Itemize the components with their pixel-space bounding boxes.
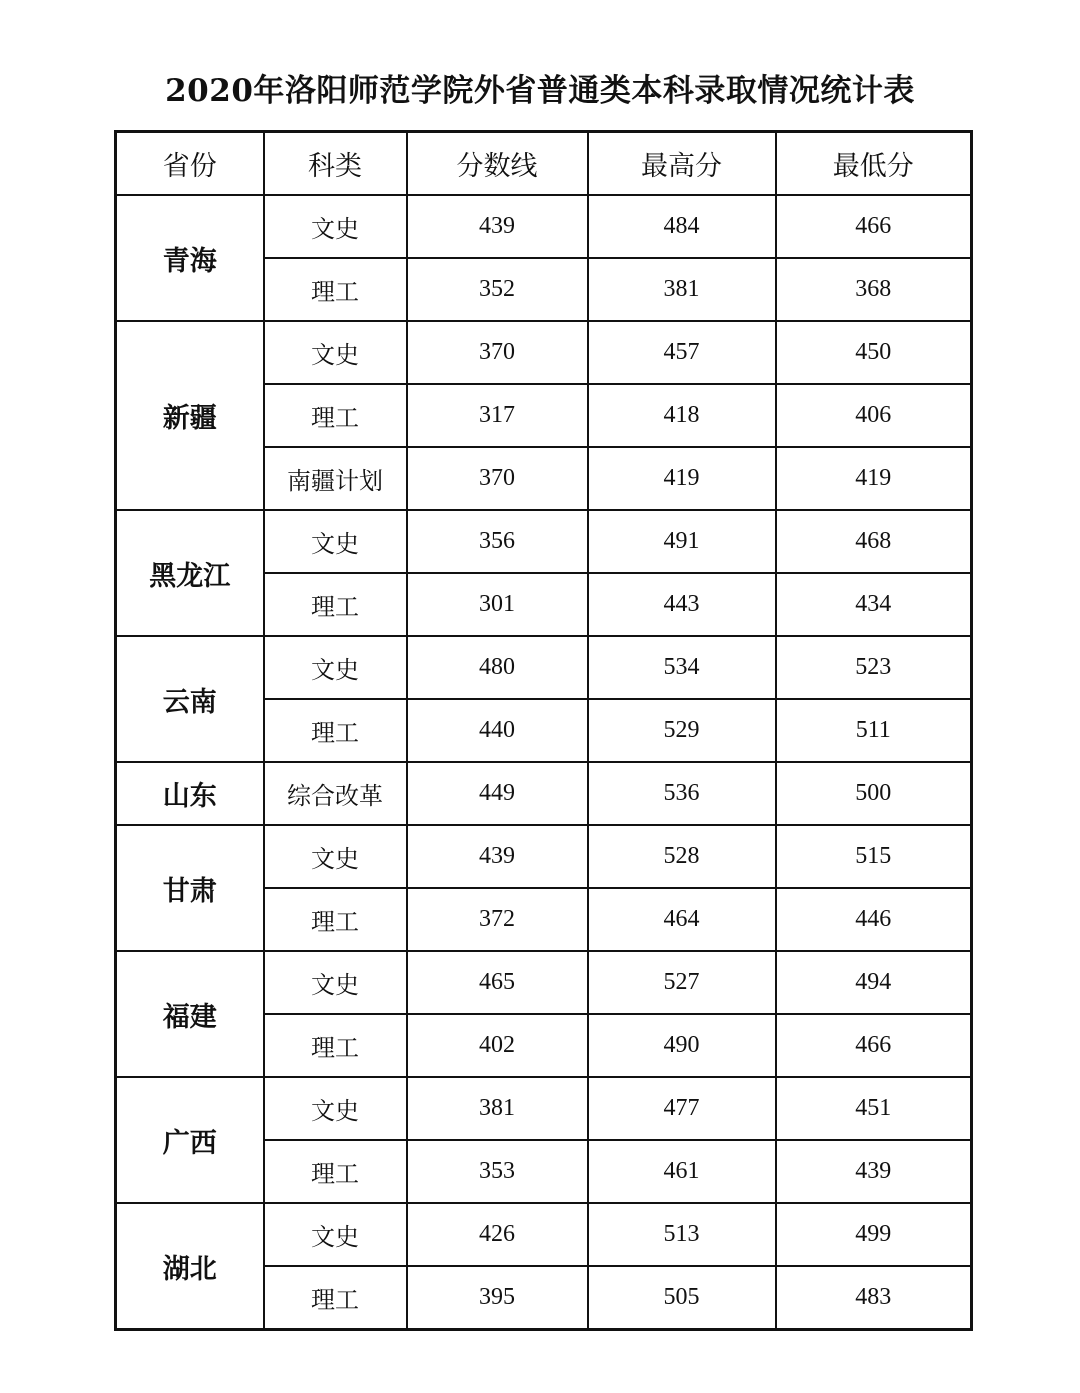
category-cell: 文史 [264,321,407,384]
min-score-cell: 368 [776,258,972,321]
cutoff-score-cell: 395 [407,1266,588,1330]
cutoff-score-cell: 301 [407,573,588,636]
min-score-cell: 515 [776,825,972,888]
table-row [116,195,972,258]
max-score-cell: 513 [588,1203,776,1266]
max-score-cell: 491 [588,510,776,573]
table-row [116,510,972,573]
table-body [116,195,972,1330]
cutoff-score-cell: 439 [407,195,588,258]
max-score-cell: 490 [588,1014,776,1077]
min-score-cell: 406 [776,384,972,447]
category-cell: 理工 [264,888,407,951]
category-cell: 理工 [264,1014,407,1077]
table-row [116,1077,972,1140]
province-cell: 福建 [116,951,264,1077]
cutoff-score-cell: 353 [407,1140,588,1203]
category-cell: 文史 [264,636,407,699]
cutoff-score-cell: 356 [407,510,588,573]
min-score-cell: 451 [776,1077,972,1140]
category-cell: 综合改革 [264,762,407,825]
min-score-cell: 494 [776,951,972,1014]
category-cell: 南疆计划 [264,447,407,510]
header-province: 省份 [116,132,264,196]
category-cell: 理工 [264,258,407,321]
province-cell: 广西 [116,1077,264,1203]
header-min-score: 最低分 [776,132,972,196]
max-score-cell: 536 [588,762,776,825]
max-score-cell: 461 [588,1140,776,1203]
category-cell: 理工 [264,573,407,636]
min-score-cell: 450 [776,321,972,384]
min-score-cell: 466 [776,1014,972,1077]
cutoff-score-cell: 370 [407,321,588,384]
category-cell: 理工 [264,384,407,447]
min-score-cell: 439 [776,1140,972,1203]
max-score-cell: 457 [588,321,776,384]
min-score-cell: 483 [776,1266,972,1330]
min-score-cell: 511 [776,699,972,762]
cutoff-score-cell: 440 [407,699,588,762]
table-row [116,636,972,699]
min-score-cell: 523 [776,636,972,699]
max-score-cell: 464 [588,888,776,951]
header-category: 科类 [264,132,407,196]
min-score-cell: 434 [776,573,972,636]
max-score-cell: 528 [588,825,776,888]
category-cell: 文史 [264,1077,407,1140]
max-score-cell: 418 [588,384,776,447]
min-score-cell: 419 [776,447,972,510]
category-cell: 文史 [264,825,407,888]
max-score-cell: 443 [588,573,776,636]
min-score-cell: 499 [776,1203,972,1266]
cutoff-score-cell: 402 [407,1014,588,1077]
category-cell: 理工 [264,1140,407,1203]
max-score-cell: 529 [588,699,776,762]
table-row [116,825,972,888]
table-row [116,951,972,1014]
cutoff-score-cell: 372 [407,888,588,951]
cutoff-score-cell: 381 [407,1077,588,1140]
header-row [116,132,972,196]
max-score-cell: 477 [588,1077,776,1140]
cutoff-score-cell: 480 [407,636,588,699]
max-score-cell: 534 [588,636,776,699]
province-cell: 山东 [116,762,264,825]
cutoff-score-cell: 317 [407,384,588,447]
max-score-cell: 381 [588,258,776,321]
province-cell: 甘肃 [116,825,264,951]
province-cell: 新疆 [116,321,264,510]
max-score-cell: 527 [588,951,776,1014]
min-score-cell: 468 [776,510,972,573]
table-header [116,132,972,196]
max-score-cell: 505 [588,1266,776,1330]
min-score-cell: 500 [776,762,972,825]
max-score-cell: 484 [588,195,776,258]
table-row [116,321,972,384]
admission-stats-table [114,130,973,1331]
page-title: 2020年洛阳师范学院外省普通类本科录取情况统计表 [165,73,915,109]
category-cell: 文史 [264,195,407,258]
province-cell: 湖北 [116,1203,264,1330]
province-cell: 云南 [116,636,264,762]
cutoff-score-cell: 426 [407,1203,588,1266]
category-cell: 文史 [264,1203,407,1266]
province-cell: 青海 [116,195,264,321]
cutoff-score-cell: 449 [407,762,588,825]
category-cell: 文史 [264,951,407,1014]
category-cell: 理工 [264,699,407,762]
max-score-cell: 419 [588,447,776,510]
header-cutoff: 分数线 [407,132,588,196]
min-score-cell: 446 [776,888,972,951]
category-cell: 理工 [264,1266,407,1330]
table-row [116,762,972,825]
cutoff-score-cell: 352 [407,258,588,321]
cutoff-score-cell: 465 [407,951,588,1014]
header-max-score: 最高分 [588,132,776,196]
table-row [116,1203,972,1266]
cutoff-score-cell: 439 [407,825,588,888]
min-score-cell: 466 [776,195,972,258]
category-cell: 文史 [264,510,407,573]
cutoff-score-cell: 370 [407,447,588,510]
province-cell: 黑龙江 [116,510,264,636]
